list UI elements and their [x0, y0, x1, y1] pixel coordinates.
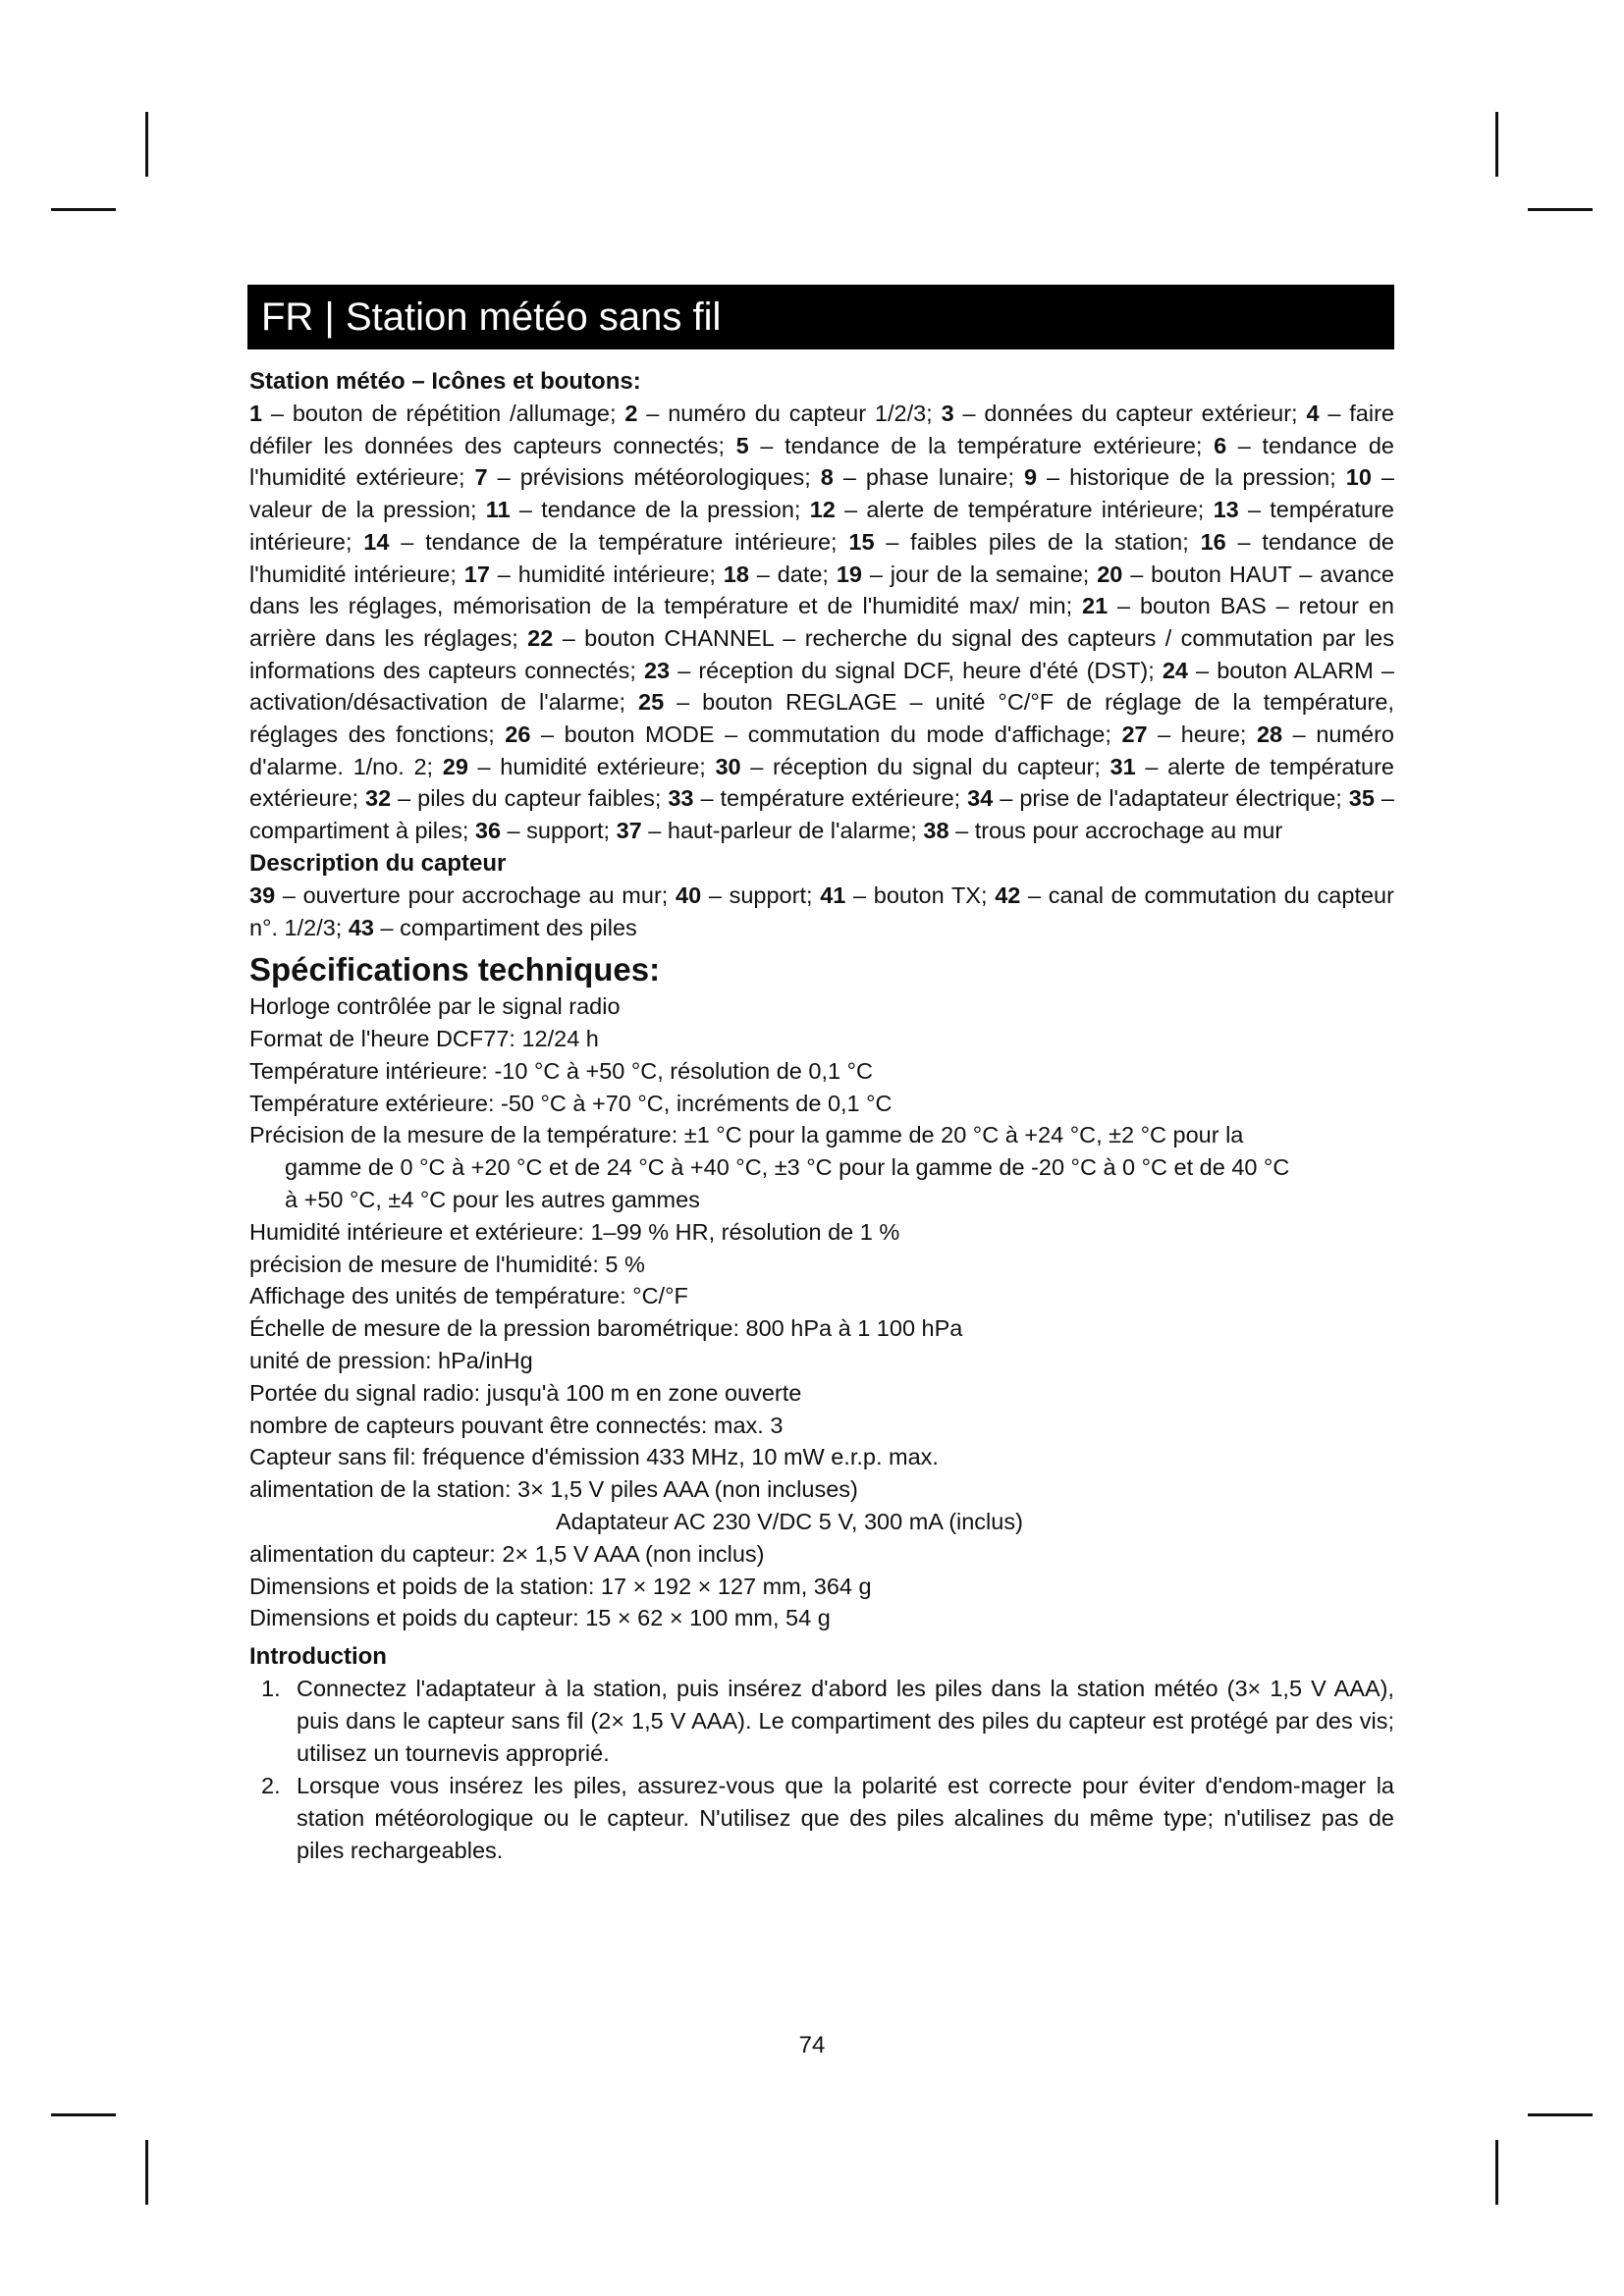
item-number: 15 [848, 528, 875, 555]
specs-heading: Spécifications techniques: [249, 951, 661, 988]
item-number: 16 [1200, 528, 1226, 555]
item-number: 7 [474, 464, 488, 491]
item-text: tendance de l'humidité intérieure; [249, 528, 1394, 587]
item-number: 21 [1082, 593, 1109, 619]
item-number: 10 [1345, 464, 1372, 491]
item-text-prefix: – [501, 818, 527, 844]
item-number: 43 [348, 914, 374, 940]
item-number: 8 [820, 464, 834, 491]
item-number: 9 [1023, 464, 1038, 491]
item-text-prefix: – [1037, 464, 1070, 491]
item-text-prefix: – [670, 657, 699, 683]
item-text: bouton CHANNEL – recherche du signal des capteurs / commutation par les informations des capteurs connectés; [249, 624, 1394, 683]
spec-line-continued: Adaptateur AC 230 V/DC 5 V, 300 mA (inclus) [556, 1509, 1023, 1534]
spec-line: unité de pression: hPa/inHg [249, 1348, 533, 1374]
item-text-prefix: – [693, 785, 721, 812]
item-text-prefix: – [748, 432, 785, 458]
item-text: prévisions météorologiques; [519, 464, 821, 491]
item-text: bouton de répétition /allumage; [292, 400, 625, 426]
item-text-prefix: – [845, 881, 874, 908]
item-text-prefix: – [1282, 721, 1317, 748]
spec-line: Humidité intérieure et extérieure: 1–99 % HR, résolution de 1 % [249, 1218, 900, 1245]
item-text-prefix: – [1108, 593, 1140, 619]
item-text: numéro du capteur 1/2/3; [668, 400, 942, 426]
crop-mark-top-right-horizontal [1528, 208, 1593, 211]
sensor-heading: Description du capteur [249, 849, 507, 877]
item-number: 13 [1213, 497, 1239, 523]
item-text: piles du capteur faibles; [417, 785, 669, 812]
item-text-prefix: – [637, 400, 669, 426]
list-item [249, 1770, 1394, 1867]
item-number: 27 [1121, 721, 1148, 748]
sensor-description [249, 880, 1394, 943]
spec-line: alimentation de la station: 3× 1,5 V piles AAA (non incluses) [249, 1476, 858, 1503]
item-text: tendance de l'humidité extérieure; [249, 432, 1394, 491]
item-number: 14 [363, 528, 390, 555]
page-title: FR | Station météo sans fil [261, 295, 722, 339]
item-number: 11 [485, 497, 511, 523]
item-number: 25 [638, 689, 665, 716]
item-text: humidité extérieure; [500, 753, 716, 779]
item-text-prefix: – [1374, 785, 1394, 812]
item-text-prefix: – [553, 624, 585, 651]
spec-line: précision de mesure de l'humidité: 5 % [249, 1251, 645, 1277]
crop-mark-bottom-right-vertical [1495, 2140, 1498, 2205]
item-text: bouton TX; [873, 881, 996, 908]
crop-mark-bottom-right-horizontal [1528, 2113, 1593, 2116]
item-text: faire défiler les données des capteurs connectés; [249, 400, 1394, 458]
spec-line: Dimensions et poids de la station: 17 × 192 × 127 mm, 364 g [249, 1573, 872, 1599]
spec-line: Précision de la mesure de la température: ±1 °C pour la gamme de 20 °C à +24 °C, ±2 °C pour la [249, 1122, 1244, 1148]
page-content [249, 365, 1394, 1867]
item-number: 26 [505, 721, 531, 748]
item-text-prefix: – [833, 464, 866, 491]
item-number: 37 [616, 818, 642, 844]
item-text: jour de la semaine; [890, 561, 1098, 587]
spec-line: Horloge contrôlée par le signal radio [249, 993, 621, 1020]
item-number: 2 [624, 400, 638, 426]
list-item [249, 1673, 1394, 1770]
item-text-prefix: – [389, 528, 426, 555]
item-text: température extérieure; [720, 785, 968, 812]
item-number: 36 [474, 818, 502, 844]
item-text-prefix: – [374, 914, 401, 940]
item-text: température intérieure; [249, 497, 1394, 555]
list-item-number: 1. [261, 1676, 281, 1702]
item-number: 24 [1162, 657, 1188, 683]
item-number: 32 [365, 785, 392, 812]
spec-line: Échelle de mesure de la pression barométrique: 800 hPa à 1 100 hPa [249, 1315, 963, 1342]
icons-description [249, 398, 1394, 847]
item-text-prefix: – [701, 881, 730, 908]
item-text-prefix: – [275, 881, 303, 908]
item-text: bouton BAS – retour en arrière dans les réglages; [249, 593, 1394, 651]
list-item-text: Lorsque vous insérez les piles, assurez-vous que la polarité est correcte pour éviter d'endom-mager la station météorologique ou le capteur. N'utilisez que des piles alcalines du même type; n'utilisez pas de piles rechargeables. [297, 1773, 1394, 1864]
spec-line: Format de l'heure DCF77: 12/24 h [249, 1026, 599, 1052]
spec-line: Affichage des unités de température: °C/°F [249, 1283, 688, 1309]
item-number: 38 [923, 818, 949, 844]
item-number: 30 [715, 753, 741, 779]
item-number: 18 [723, 561, 749, 587]
item-number: 41 [820, 881, 846, 908]
list-item-number: 2. [261, 1773, 281, 1799]
item-text-prefix: – [953, 400, 985, 426]
item-text: prise de l'adaptateur électrique; [1019, 785, 1349, 812]
item-number: 1 [249, 400, 263, 426]
crop-mark-bottom-left-horizontal [51, 2113, 116, 2116]
item-number: 4 [1306, 400, 1320, 426]
item-text-prefix: – [467, 753, 501, 779]
item-text: réception du signal DCF, heure d'été (DST); [698, 657, 1163, 683]
spec-line: nombre de capteurs pouvant être connectés: max. 3 [249, 1412, 784, 1438]
item-text-prefix: – [487, 464, 520, 491]
item-number: 12 [809, 497, 836, 523]
item-text-prefix: – [740, 753, 773, 779]
item-text: tendance de la pression; [541, 497, 810, 523]
introduction-heading: Introduction [249, 1643, 387, 1671]
item-text-prefix: – [1319, 400, 1350, 426]
item-text-prefix: – [641, 818, 668, 844]
item-text-prefix: – [262, 400, 293, 426]
item-text: bouton ALARM – activation/désactivation de l'alarme; [249, 657, 1394, 716]
item-number: 19 [836, 561, 862, 587]
item-text-prefix: – [861, 561, 891, 587]
specs-list [249, 990, 1394, 1634]
item-text: historique de la pression; [1069, 464, 1346, 491]
item-text-prefix: – [1135, 753, 1168, 779]
item-text: canal de commutation du capteur n°. 1/2/3; [249, 881, 1394, 940]
item-text-prefix: – [1122, 561, 1152, 587]
crop-mark-bottom-left-vertical [145, 2140, 148, 2205]
item-text: tendance de la température intérieure; [425, 528, 849, 555]
list-item-text: Connectez l'adaptateur à la station, puis insérez d'abord les piles dans la station météo (3× 1,5 V AAA), puis dans le capteur sans fil (2× 1,5 V AAA). Le compartiment des piles du capteur est protégé par des vis; utilisez un tournevis approprié. [297, 1676, 1394, 1767]
spec-line: Température intérieure: -10 °C à +50 °C, résolution de 0,1 °C [249, 1057, 873, 1084]
spec-line: Portée du signal radio: jusqu'à 100 m en zone ouverte [249, 1379, 802, 1406]
item-number: 40 [676, 881, 702, 908]
item-text: faibles piles de la station; [910, 528, 1201, 555]
spec-line-continued: à +50 °C, ±4 °C pour les autres gammes [285, 1187, 700, 1213]
item-text-prefix: – [1187, 657, 1218, 683]
item-number: 39 [249, 881, 276, 908]
item-text-prefix: – [1371, 464, 1394, 491]
item-number: 42 [995, 881, 1021, 908]
item-text: phase lunaire; [865, 464, 1024, 491]
spec-line: Capteur sans fil: fréquence d'émission 433 MHz, 10 mW e.r.p. max. [249, 1444, 939, 1470]
item-number: 31 [1110, 753, 1136, 779]
item-text: heure; [1180, 721, 1257, 748]
spec-line-continued: gamme de 0 °C à +20 °C et de 24 °C à +40 °C, ±3 °C pour la gamme de -20 °C à 0 °C et de 40 °C [285, 1154, 1290, 1181]
item-text: alerte de température extérieure; [249, 753, 1394, 812]
crop-mark-top-left-horizontal [51, 208, 116, 211]
item-text-prefix: – [948, 818, 975, 844]
crop-mark-top-right-vertical [1495, 112, 1498, 177]
item-text: support; [526, 818, 617, 844]
item-number: 28 [1256, 721, 1283, 748]
item-text-prefix: – [1225, 528, 1263, 555]
introduction-list [249, 1673, 1394, 1867]
item-text-prefix: – [391, 785, 418, 812]
item-text: support; [729, 881, 821, 908]
spec-line: alimentation du capteur: 2× 1,5 V AAA (non inclus) [249, 1540, 765, 1567]
item-text: ouverture pour accrochage au mur; [302, 881, 676, 908]
item-text: données du capteur extérieur; [984, 400, 1307, 426]
item-text: valeur de la pression; [249, 497, 486, 523]
crop-mark-top-left-vertical [145, 112, 148, 177]
item-number: 29 [442, 753, 468, 779]
item-text-prefix: – [993, 785, 1020, 812]
item-text: compartiment à piles; [249, 818, 475, 844]
item-number: 5 [735, 432, 749, 458]
item-text-prefix: – [1238, 497, 1271, 523]
item-text: compartiment des piles [400, 914, 637, 940]
item-text-prefix: – [510, 497, 542, 523]
item-text-prefix: – [1020, 881, 1049, 908]
item-number: 34 [967, 785, 994, 812]
spec-line: Dimensions et poids du capteur: 15 × 62 × 100 mm, 54 g [249, 1605, 831, 1631]
item-text-prefix: – [489, 561, 518, 587]
page-title-banner [247, 285, 1394, 349]
item-number: 6 [1214, 432, 1227, 458]
item-text: tendance de la température extérieure; [785, 432, 1215, 458]
item-number: 20 [1097, 561, 1123, 587]
item-text: bouton HAUT – avance dans les réglages, mémorisation de la température et de l'humidité max/ min; [249, 561, 1394, 619]
item-text-prefix: – [874, 528, 911, 555]
item-number: 33 [668, 785, 694, 812]
page-number: 74 [798, 2032, 826, 2058]
item-text: humidité intérieure; [517, 561, 724, 587]
item-text: numéro d'alarme. 1/no. 2; [249, 721, 1394, 779]
item-text: trous pour accrochage au mur [974, 818, 1283, 844]
item-text: bouton REGLAGE – unité °C/°F de réglage de la température, réglages des fonctions; [249, 689, 1394, 748]
item-text-prefix: – [530, 721, 565, 748]
item-text: haut-parleur de l'alarme; [667, 818, 924, 844]
item-text-prefix: – [748, 561, 778, 587]
item-text-prefix: – [835, 497, 867, 523]
item-text-prefix: – [1226, 432, 1263, 458]
item-number: 23 [643, 657, 671, 683]
item-number: 22 [527, 624, 554, 651]
spec-line: Température extérieure: -50 °C à +70 °C, incréments de 0,1 °C [249, 1090, 893, 1116]
item-number: 35 [1348, 785, 1375, 812]
item-number: 3 [941, 400, 954, 426]
item-text: réception du signal du capteur; [772, 753, 1110, 779]
icons-heading: Station météo – Icônes et boutons: [249, 368, 641, 395]
item-number: 17 [463, 561, 490, 587]
item-text: date; [777, 561, 837, 587]
item-text-prefix: – [664, 689, 703, 716]
item-text: alerte de température intérieure; [866, 497, 1214, 523]
item-text: bouton MODE – commutation du mode d'affichage; [564, 721, 1122, 748]
item-text-prefix: – [1147, 721, 1181, 748]
